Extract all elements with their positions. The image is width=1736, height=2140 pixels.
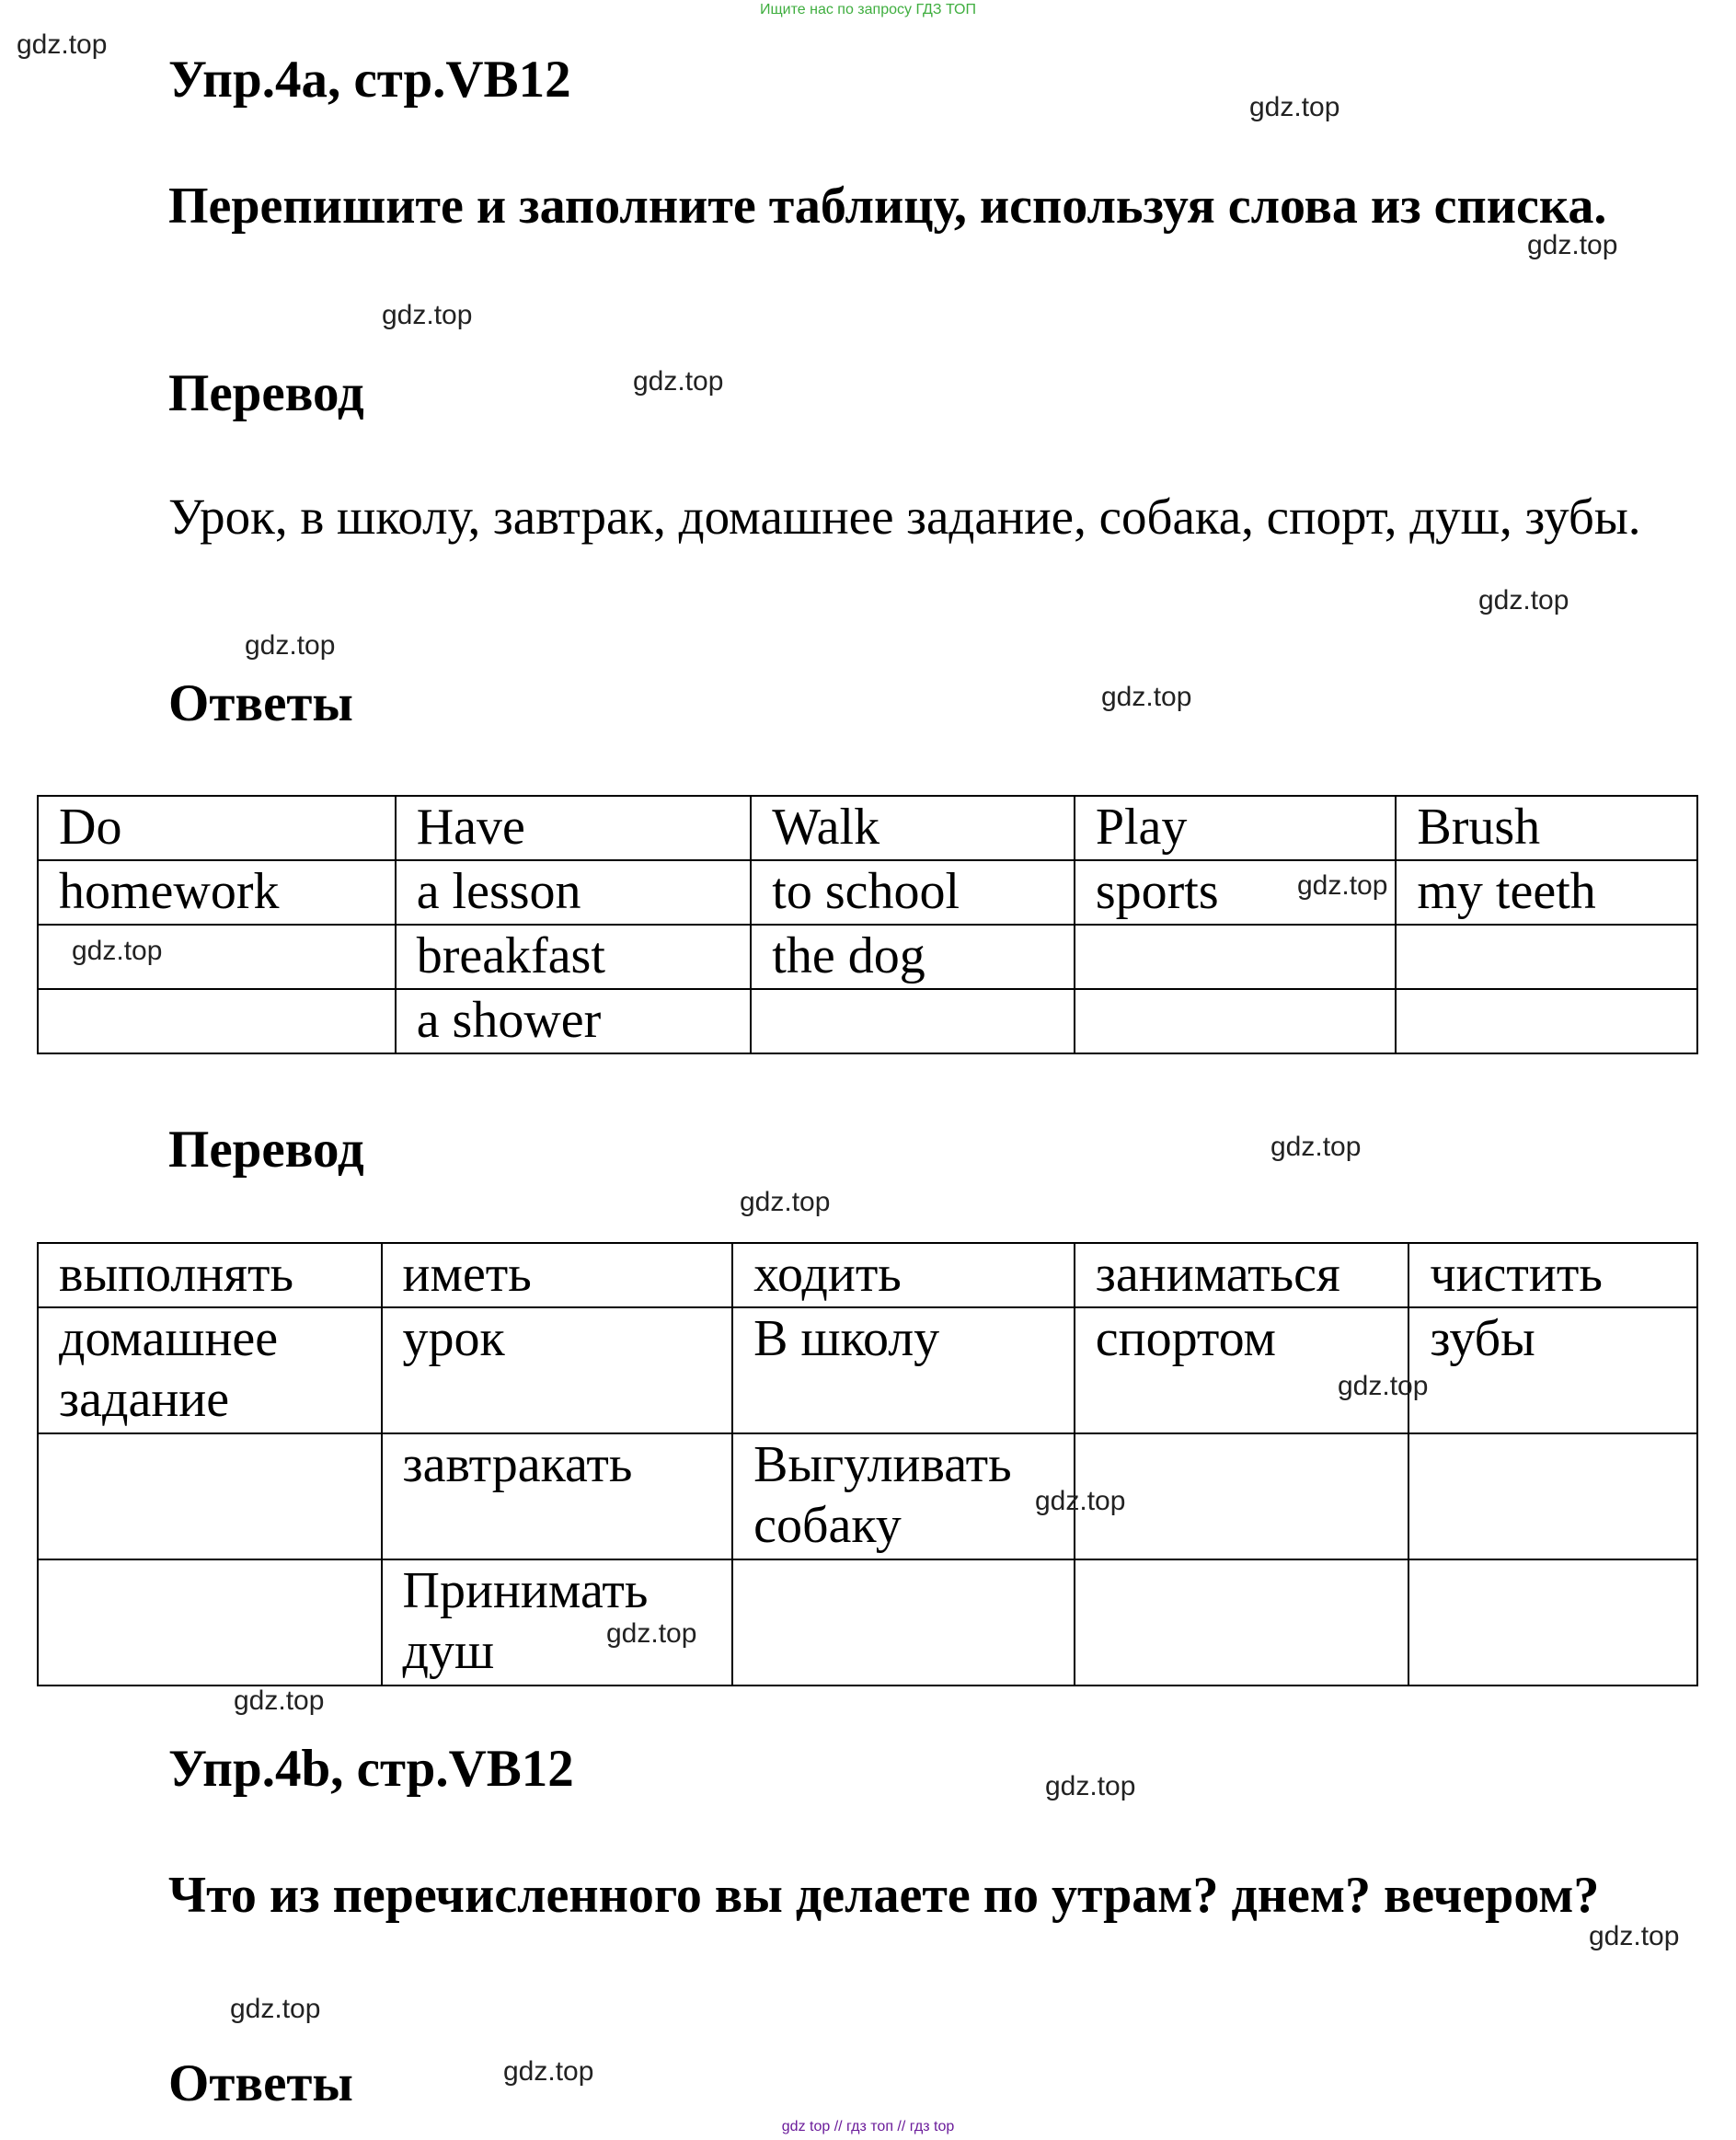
watermark: gdz.top <box>1338 1371 1429 1401</box>
exercise-4a-title: Упр.4a, стр.VB12 <box>168 51 571 109</box>
table-cell: зубы <box>1408 1307 1697 1433</box>
table-cell: sports <box>1075 860 1397 925</box>
table-cell: завтракать <box>382 1433 733 1559</box>
table-cell <box>1396 925 1697 989</box>
table-cell <box>1408 1559 1697 1686</box>
watermark: gdz.top <box>17 29 108 60</box>
table-header-row <box>38 796 1697 860</box>
watermark: gdz.top <box>230 1994 321 2024</box>
table-cell: В школу <box>732 1307 1075 1433</box>
table-cell: спортом <box>1075 1307 1409 1433</box>
table-cell <box>1075 989 1397 1053</box>
table-cell: my teeth <box>1396 860 1697 925</box>
table-cell <box>1075 925 1397 989</box>
table-cell: Принимать душ <box>382 1559 733 1686</box>
table-cell: ходить <box>732 1243 1075 1307</box>
table-cell: заниматься <box>1075 1243 1409 1307</box>
table-row <box>38 860 1697 925</box>
answers-heading: Ответы <box>168 674 353 732</box>
watermark: gdz.top <box>234 1686 325 1716</box>
watermark: gdz.top <box>1035 1486 1126 1516</box>
watermark: gdz.top <box>382 300 473 330</box>
table-row <box>38 925 1697 989</box>
watermark: gdz.top <box>72 936 163 966</box>
watermark: gdz.top <box>1045 1771 1136 1801</box>
table-row <box>38 1433 1697 1559</box>
exercise-4b-title: Упр.4b, стр.VB12 <box>168 1740 574 1798</box>
exercise-4a-instruction: Перепишите и заполните таблицу, используя слова из списка. <box>168 178 1607 235</box>
table-cell: Walk <box>751 796 1075 860</box>
table-cell: a lesson <box>396 860 752 925</box>
table-cell: breakfast <box>396 925 752 989</box>
bottom-banner: gdz top // гдз топ // гдз top <box>781 2119 955 2134</box>
watermark: gdz.top <box>606 1618 697 1649</box>
translation-heading-2: Перевод <box>168 1121 364 1179</box>
table-row <box>38 1559 1697 1686</box>
table-cell <box>1408 1433 1697 1559</box>
table-cell: урок <box>382 1307 733 1433</box>
table-cell: домашнее задание <box>38 1307 382 1433</box>
translation-heading: Перевод <box>168 364 364 422</box>
table-cell: to school <box>751 860 1075 925</box>
table-cell: Выгуливать собаку <box>732 1433 1075 1559</box>
watermark: gdz.top <box>1270 1132 1362 1162</box>
watermark: gdz.top <box>1527 230 1618 260</box>
watermark: gdz.top <box>1249 92 1340 122</box>
translation-text: Урок, в школу, завтрак, домашнее задание, собака, спорт, душ, зубы. <box>168 489 1641 545</box>
table-cell <box>1396 989 1697 1053</box>
table-cell <box>1075 1559 1409 1686</box>
table-row <box>38 989 1697 1053</box>
answers-table-en <box>37 795 1698 1054</box>
table-cell: Play <box>1075 796 1397 860</box>
table-cell: выполнять <box>38 1243 382 1307</box>
watermark: gdz.top <box>633 366 724 397</box>
watermark: gdz.top <box>503 2056 594 2087</box>
table-cell: Do <box>38 796 396 860</box>
table-cell <box>38 989 396 1053</box>
table-header-row <box>38 1243 1697 1307</box>
table-cell: homework <box>38 860 396 925</box>
watermark: gdz.top <box>245 630 336 661</box>
watermark: gdz.top <box>1297 870 1388 901</box>
table-cell: the dog <box>751 925 1075 989</box>
table-cell: Brush <box>1396 796 1697 860</box>
table-cell: иметь <box>382 1243 733 1307</box>
answers-heading-4b: Ответы <box>168 2054 353 2112</box>
table-cell <box>732 1559 1075 1686</box>
table-cell: a shower <box>396 989 752 1053</box>
table-cell <box>751 989 1075 1053</box>
table-cell <box>38 1433 382 1559</box>
watermark: gdz.top <box>1101 682 1192 712</box>
table-cell: чистить <box>1408 1243 1697 1307</box>
watermark: gdz.top <box>1589 1921 1680 1951</box>
table-cell <box>38 1559 382 1686</box>
exercise-4b-instruction: Что из перечисленного вы делаете по утрам? днем? вечером? <box>168 1867 1600 1924</box>
table-row <box>38 1307 1697 1433</box>
table-cell: Have <box>396 796 752 860</box>
top-banner: Ищите нас по запросу ГДЗ ТОП <box>760 2 976 17</box>
watermark: gdz.top <box>1478 585 1569 616</box>
answers-table-ru <box>37 1242 1698 1686</box>
watermark: gdz.top <box>740 1187 831 1217</box>
